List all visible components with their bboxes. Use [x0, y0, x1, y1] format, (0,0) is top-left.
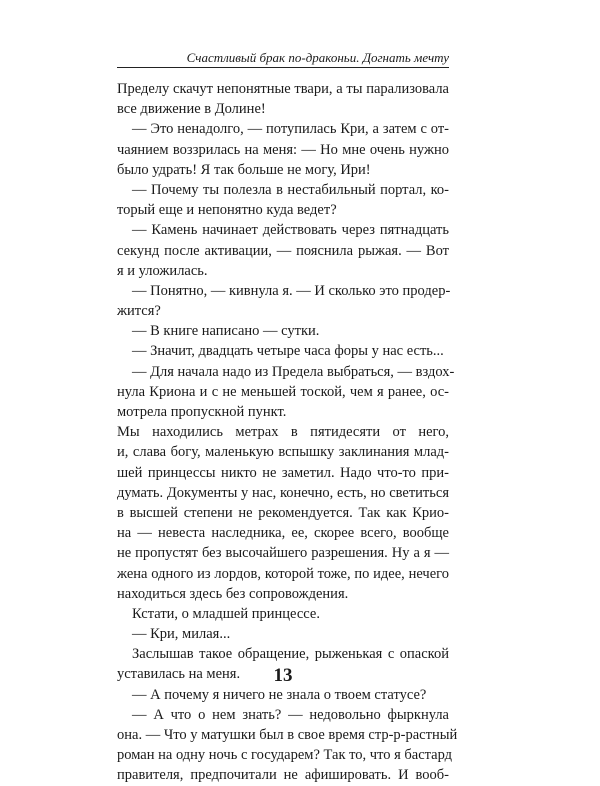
text-line: — А почему я ничего не знала о твоем статусе? [132, 686, 427, 703]
text-line: — Для начала надо из Предела выбраться, — вздох- [132, 363, 455, 380]
text-line: секунд после активации, — пояснила рыжая. — Вот [117, 242, 449, 259]
text-line: я и уложилась. [117, 262, 208, 279]
text-line: находиться здесь без сопровождения. [117, 585, 349, 602]
text-line: — Это ненадолго, — потупилась Кри, а затем с от- [132, 121, 449, 138]
text-line: торый еще и непонятно куда ведет? [117, 202, 337, 219]
text-line: и, слава богу, маленькую вспышку заклинания млад- [117, 444, 449, 461]
header-rule [117, 67, 449, 68]
text-line: на — невеста наследника, ее, скорее всего, вообще [117, 525, 449, 542]
text-line: уставилась на меня. [117, 666, 241, 683]
text-line: — Значит, двадцать четыре часа форы у нас есть... [132, 343, 444, 360]
text-line: — Камень начинает действовать через пятнадцать [132, 222, 449, 239]
text-line: — А что о нем знать? — недовольно фыркнула [132, 706, 449, 723]
text-line: жится? [117, 303, 161, 320]
text-line: в высшей степени не рекомендуется. Так как Крио- [117, 504, 449, 521]
text-line: шей принцессы никто не заметил. Надо что-то при- [117, 464, 449, 481]
text-line: мотрела пропускной пункт. [117, 404, 287, 420]
text-line: думать. Документы у нас, конечно, есть, но светиться [117, 484, 449, 501]
text-line: нула Криона и с не меньшей тоской, чем я ранее, ос- [117, 383, 449, 400]
text-line: чаянием воззрилась на меня: — Но мне очень нужно [117, 141, 449, 158]
text-line: — В книге написано — сутки. [132, 323, 320, 340]
text-line: — Почему ты полезла в нестабильный портал, ко- [132, 181, 449, 198]
text-line: — Понятно, — кивнула я. — И сколько это продер- [132, 282, 451, 299]
page-number: 13 [273, 665, 293, 686]
text-line: правителя, предпочитали не афишировать. И вооб- [117, 767, 449, 784]
text-line: Кстати, о младшей принцессе. [132, 605, 320, 622]
text-line: все движение в Долине! [117, 101, 266, 118]
text-line: Заслышав такое обращение, рыженькая с опаской [132, 646, 449, 663]
running-header: Счастливый брак по-драконьи. Догнать мечту [186, 50, 449, 65]
text-line: Пределу скачут непонятные твари, а ты парализовала [117, 81, 449, 97]
text-line: — Кри, милая... [132, 626, 231, 643]
text-line: она. — Что у матушки был в свое время стр-р-растный [117, 727, 458, 743]
text-line: было удрать! Я так больше не могу, Ири! [117, 161, 371, 178]
text-line: Мы находились метрах в пятидесяти от него, [117, 424, 449, 441]
text-line: не пропустят без высочайшего разрешения. Ну а я — [117, 545, 449, 562]
text-line: жена одного из лордов, которой тоже, по идее, нечего [117, 565, 449, 582]
text-line: роман на одну ночь с государем? Так то, что я бастард [117, 747, 453, 764]
